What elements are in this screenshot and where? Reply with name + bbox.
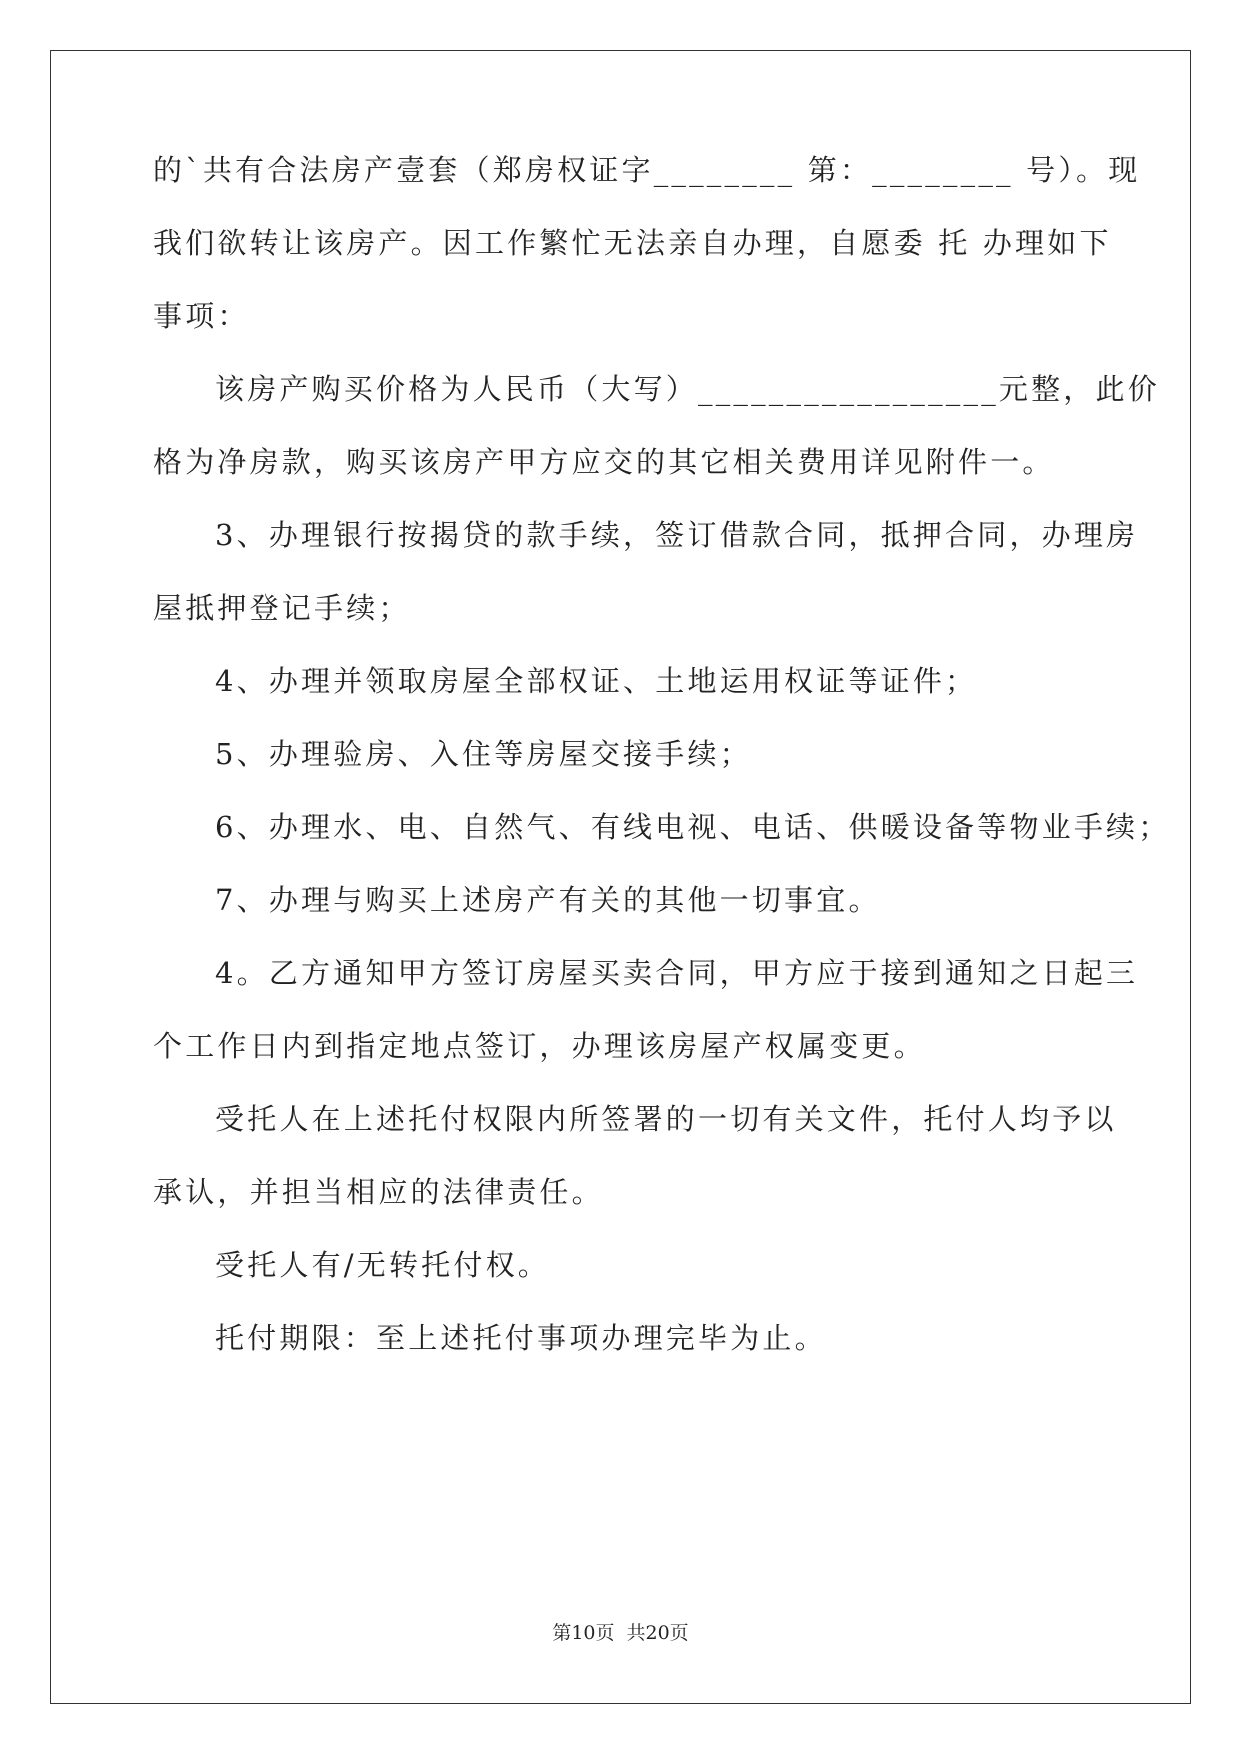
text-line: 我们欲转让该房产。因工作繁忙无法亲自办理，自愿委 托 办理如下 <box>153 226 1112 260</box>
text-line: 3、办理银行按揭贷的款手续，签订借款合同，抵押合同，办理房 <box>215 518 1139 552</box>
text-line: 屋抵押登记手续； <box>153 591 411 625</box>
text-line: 4。乙方通知甲方签订房屋买卖合同，甲方应于接到通知之日起三 <box>215 956 1139 990</box>
text-line: 的`共有合法房产壹套（郑房权证字________ 第：________ 号）。现 <box>153 153 1141 187</box>
text-line: 托付期限：至上述托付事项办理完毕为止。 <box>215 1321 827 1355</box>
text-line: 受托人有/无转托付权。 <box>215 1248 550 1282</box>
text-line: 5、办理验房、入住等房屋交接手续； <box>215 737 752 771</box>
page-total: 共20页 <box>626 1622 689 1644</box>
text-line: 4、办理并领取房屋全部权证、土地运用权证等证件； <box>215 664 978 698</box>
text-line: 受托人在上述托付权限内所签署的一切有关文件，托付人均予以 <box>215 1102 1117 1136</box>
text-line: 7、办理与购买上述房产有关的其他一切事宜。 <box>215 883 881 917</box>
text-line: 事项： <box>153 299 250 333</box>
page-number: 第10页 <box>552 1622 615 1644</box>
page-footer <box>0 1621 1241 1645</box>
text-line: 6、办理水、电、自然气、有线电视、电话、供暖设备等物业手续； <box>215 810 1171 844</box>
text-line: 格为净房款，购买该房产甲方应交的其它相关费用详见附件一。 <box>153 445 1055 479</box>
text-line: 该房产购买价格为人民币（大写）_________________元整，此价 <box>215 372 1160 406</box>
text-line: 承认，并担当相应的法律责任。 <box>153 1175 604 1209</box>
text-line: 个工作日内到指定地点签订，办理该房屋产权属变更。 <box>153 1029 926 1063</box>
